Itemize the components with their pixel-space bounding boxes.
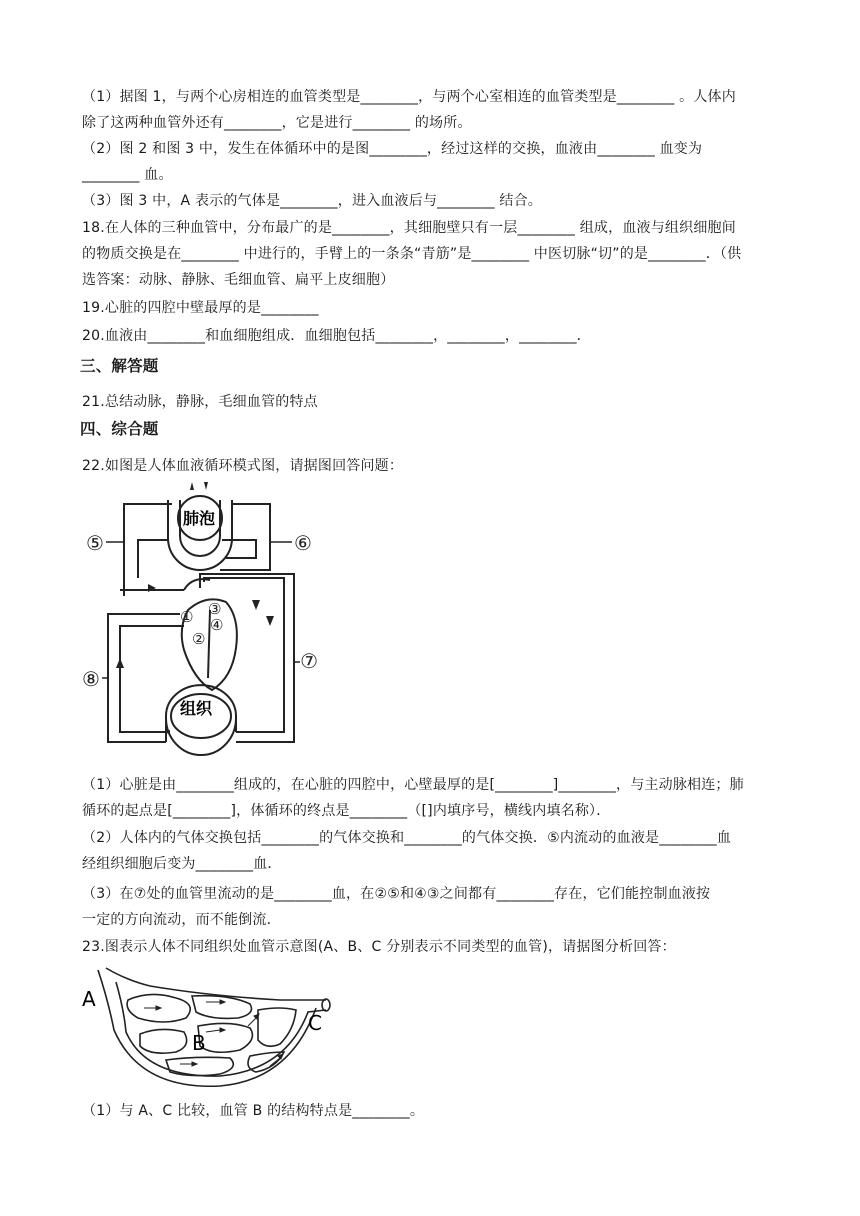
section-heading: 三、解答题 xyxy=(80,357,159,375)
text-line: （1）据图 1，与两个心房相连的血管类型是________，与两个心室相连的血管类型是________ 。人体内 xyxy=(82,89,736,105)
marker-6: ⑥ xyxy=(294,531,312,555)
text-line: 20.血液由________和血细胞组成．血细胞包括________，________，________． xyxy=(82,328,591,344)
marker-7: ⑦ xyxy=(300,649,318,673)
marker-4: ④ xyxy=(210,616,224,634)
marker-8: ⑧ xyxy=(82,667,100,691)
marker-3: ③ xyxy=(208,600,222,618)
q22-line: （1）心脏是由________组成的，在心脏的四腔中，心壁最厚的是[________]________，与主动脉相连；肺 xyxy=(82,777,744,793)
marker-1: ① xyxy=(180,608,194,626)
marker-2: ② xyxy=(192,630,206,648)
tissue-label: 组织 xyxy=(180,699,213,718)
text-line: 选答案：动脉、静脉、毛细血管、扁平上皮细胞） xyxy=(82,272,395,288)
label-C: C xyxy=(308,1011,322,1035)
question-22-intro: 22.如图是人体血液循环模式图，请据图回答问题： xyxy=(82,458,404,474)
q22-line: 经组织细胞后变为________血． xyxy=(82,856,282,872)
label-A: A xyxy=(82,987,96,1011)
alveoli-label: 肺泡 xyxy=(183,509,216,528)
text-line: 19.心脏的四腔中壁最厚的是________ xyxy=(82,300,319,316)
q22-line: 一定的方向流动，而不能倒流． xyxy=(82,912,281,928)
q23-line: （1）与 A、C 比较，血管 B 的结构特点是________。 xyxy=(82,1103,425,1119)
text-line: （2）图 2 和图 3 中，发生在体循环中的是图________，经过这样的交换，血液由________ 血变为 xyxy=(82,141,703,157)
q22-line: （2）人体内的气体交换包括________的气体交换和________的气体交换．⑤内流动的血液是________血 xyxy=(82,830,732,846)
text-line: （3）图 3 中，A 表示的气体是________，进入血液后与________ 结合。 xyxy=(82,193,542,209)
section-heading: 四、综合题 xyxy=(80,420,159,438)
text-line: ________ 血。 xyxy=(82,167,173,183)
text-line: 18.在人体的三种血管中，分布最广的是________，其细胞壁只有一层________ 组成，血液与组织细胞间 xyxy=(82,220,736,236)
question-21: 21.总结动脉，静脉，毛细血管的特点 xyxy=(82,394,318,410)
text-line: 除了这两种血管外还有________，它是进行________ 的场所。 xyxy=(82,115,472,131)
blood-circulation-diagram xyxy=(80,478,320,768)
q22-line: （3）在⑦处的血管里流动的是________血，在②⑤和④③之间都有________存在，它们能控制血液按 xyxy=(82,886,711,902)
label-B: B xyxy=(192,1031,206,1055)
marker-5: ⑤ xyxy=(86,531,104,555)
text-line: 的物质交换是在________ 中进行的，手臂上的一条条“青筋”是________ 中医切脉“切”的是________．（供 xyxy=(82,246,742,262)
question-23-intro: 23.图表示人体不同组织处血管示意图(A、B、C 分别表示不同类型的血管)，请据图分析回答： xyxy=(82,939,676,955)
q22-line: 循环的起点是[________]，体循环的终点是________（[]内填序号，横线内填名称）． xyxy=(82,803,611,819)
blood-vessel-diagram xyxy=(80,960,332,1092)
